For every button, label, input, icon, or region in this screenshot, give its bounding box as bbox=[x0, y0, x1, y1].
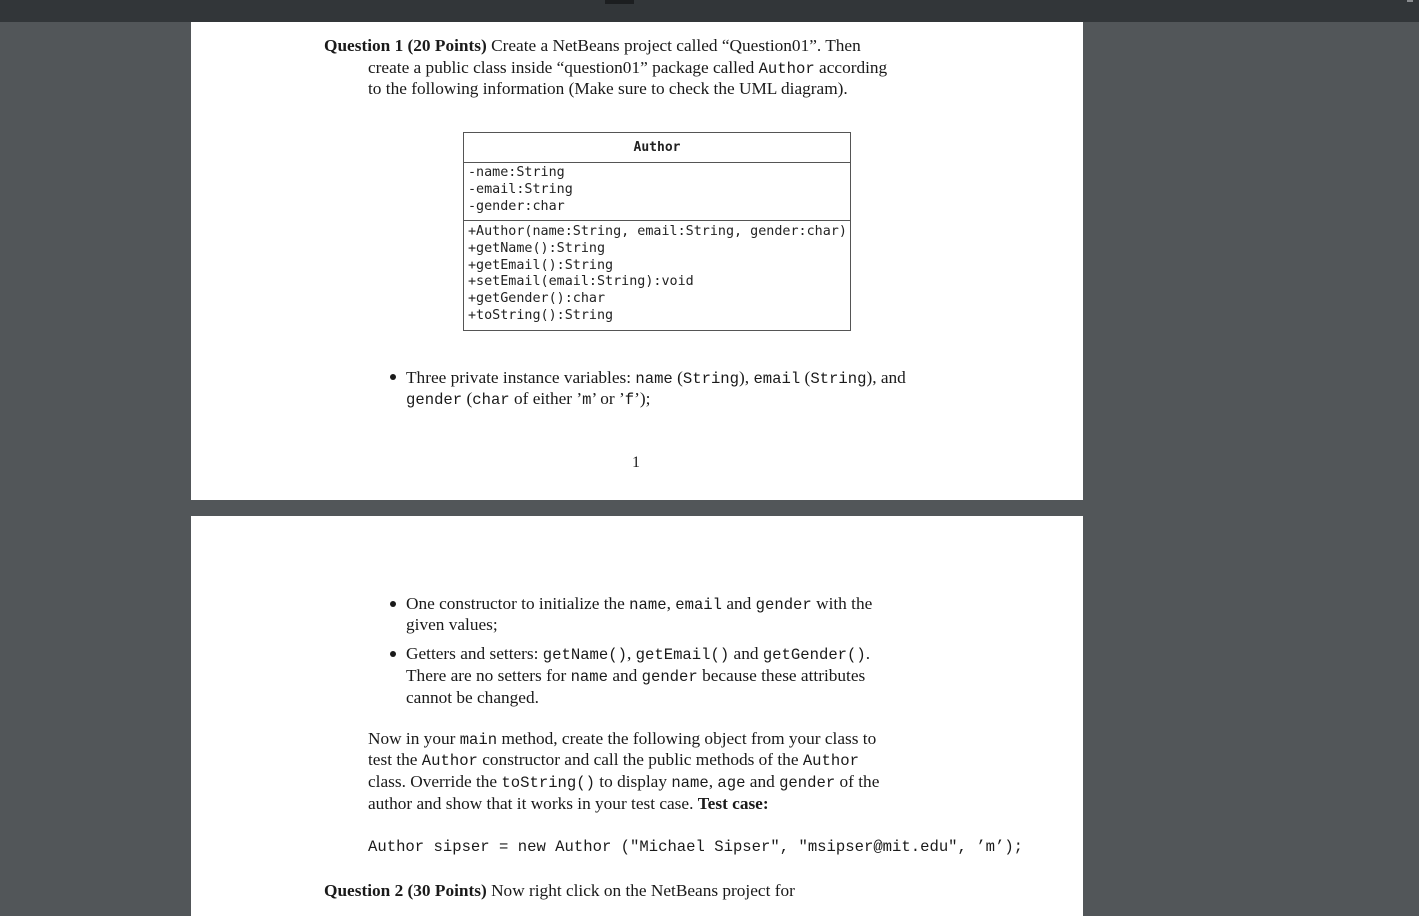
uml-attributes bbox=[464, 163, 850, 221]
bullet-icon bbox=[390, 651, 396, 657]
toolbar-tab-indicator bbox=[605, 0, 634, 4]
uml-class-diagram bbox=[463, 132, 851, 331]
document-page-2 bbox=[191, 516, 1083, 916]
uml-attribute: -email:String bbox=[468, 181, 573, 197]
paragraph-line-1: Now in your main method, create the following object from your class to bbox=[368, 729, 877, 749]
uml-operation: +toString():String bbox=[468, 307, 614, 323]
question-1-line-2: create a public class inside “question01” package called Author according bbox=[368, 58, 888, 78]
uml-operation: +getName():String bbox=[468, 240, 606, 256]
bullet-3-line-1: Getters and setters: getName(), getEmail() and getGender(). bbox=[406, 644, 871, 664]
test-case-code: Author sipser = new Author ("Michael Sipser", "msipser@mit.edu", ’m’); bbox=[368, 838, 1024, 856]
paragraph-line-4: author and show that it works in your test case. Test case: bbox=[368, 794, 769, 813]
bullet-1-line-2: gender (char of either ’m’ or ’f’); bbox=[406, 389, 651, 409]
question-1-heading-line: Question 1 (20 Points) Create a NetBeans project called “Question01”. Then bbox=[324, 36, 861, 55]
bullet-icon bbox=[390, 601, 396, 607]
uml-attribute: -name:String bbox=[468, 165, 565, 180]
bullet-3-line-3: cannot be changed. bbox=[406, 688, 539, 707]
bullet-3-line-2: There are no setters for name and gender because these attributes bbox=[406, 666, 866, 686]
uml-attribute: -gender:char bbox=[468, 198, 565, 214]
test-case-label: Test case: bbox=[697, 794, 769, 813]
toolbar-corner-mark bbox=[1407, 0, 1413, 2]
document-page-1 bbox=[191, 22, 1083, 500]
uml-operations bbox=[464, 221, 850, 325]
page-number: 1 bbox=[632, 454, 640, 471]
bullet-icon bbox=[390, 374, 396, 380]
bullet-2-line-1: One constructor to initialize the name, email and gender with the bbox=[406, 594, 873, 614]
question-1-title: Question 1 (20 Points) bbox=[324, 36, 487, 55]
uml-operation: +getEmail():String bbox=[468, 257, 614, 273]
uml-operation: +getGender():char bbox=[468, 291, 606, 307]
uml-operation: +Author(name:String, email:String, gender:char) bbox=[468, 224, 847, 239]
question-1-line-3: to the following information (Make sure to check the UML diagram). bbox=[368, 79, 848, 98]
bullet-2-line-2: given values; bbox=[406, 615, 498, 634]
paragraph-line-3: class. Override the toString() to display name, age and gender of the bbox=[368, 772, 880, 792]
viewer-toolbar bbox=[0, 0, 1419, 22]
uml-class-name: Author bbox=[464, 133, 850, 163]
paragraph-line-2: test the Author constructor and call the public methods of the Author bbox=[368, 750, 859, 770]
question-2-title: Question 2 (30 Points) bbox=[324, 881, 487, 900]
uml-operation: +setEmail(email:String):void bbox=[468, 274, 694, 290]
question-2-heading-line: Question 2 (30 Points) Now right click on the NetBeans project for bbox=[324, 881, 795, 900]
bullet-1-line-1: Three private instance variables: name (String), email (String), and bbox=[406, 368, 906, 388]
